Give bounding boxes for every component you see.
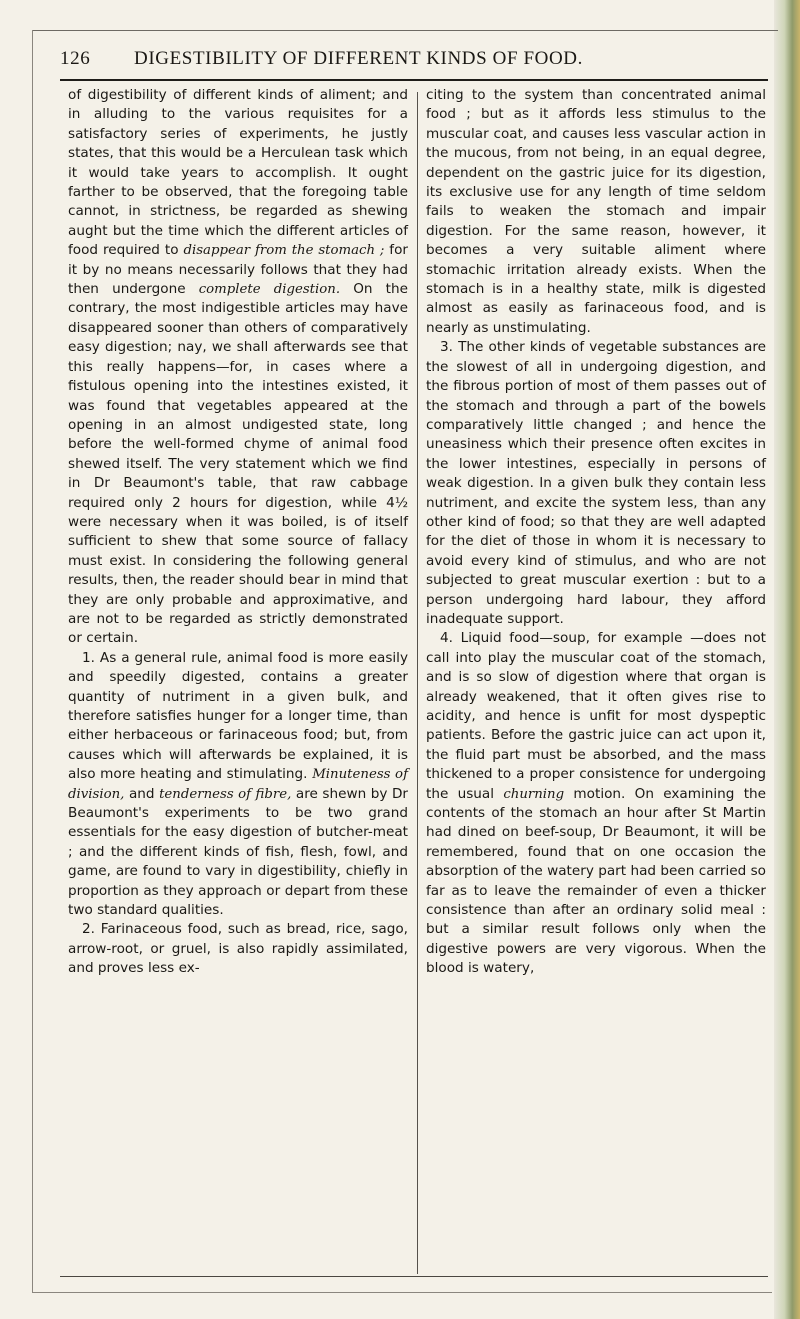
paragraph: 2. Farinaceous food, such as bread, rice, sago, arrow-root, or gruel, is also rapidly assimilated, and proves less ex- bbox=[68, 921, 408, 977]
right-column bbox=[426, 86, 766, 979]
running-header bbox=[40, 48, 760, 80]
paragraph: citing to the system than concentrated animal food ; but as it affords less stimulus to the muscular coat, and causes less vascular action in the mucous, from not being, in an equal degree, dependent on the gastric juice for its digestion, its exclusive use for any length of time seldom fails to weaken the stomach and impair digestion. For the same reason, however, it becomes a very suitable aliment where stomachic irritation already exists. When the stomach is in a healthy state, milk is digested almost as easily as farinaceous food, and is nearly as unstimulating. bbox=[426, 87, 766, 336]
footer-rule bbox=[60, 1276, 768, 1277]
page-border-bottom bbox=[32, 1292, 772, 1293]
paragraph: of digestibility of different kinds of aliment; and in alluding to the various requisites for a satisfactory series of experiments, he justly states, that this would be a Herculean task which it would take years to accomplish. It ought farther to be observed, that the foregoing table cannot, in strictness, be regarded as shewing aught but the time which the different articles of food required to disappear from the stomach ; for it by no means necessarily follows that they had then undergone complete digestion. On the contrary, the most indigestible articles may have disappeared sooner than others of comparatively easy digestion; nay, we shall afterwards see that this really happens—for, in cases where a fistulous opening into the intestines existed, it was found that vegetables appeared at the opening in an almost undigested state, long before the well-formed chyme of animal food shewed itself. The very statement which we find in Dr Beaumont's table, that raw cabbage required only 2 hours for digestion, while 4½ were necessary when it was boiled, is of itself sufficient to shew that some source of fallacy must exist. In considering the following general results, then, the reader should bear in mind that they are only probable and approximative, and are not to be regarded as strictly demonstrated or certain. bbox=[68, 87, 408, 647]
page-border-left bbox=[32, 30, 33, 1292]
page-border-top bbox=[32, 30, 778, 31]
paragraph: 4. Liquid food—soup, for example —does not call into play the muscular coat of the stomach, and is so slow of digestion where that organ is already weakened, that it often gives rise to acidity, and hence is unfit for most dyspeptic patients. Before the gastric juice can act upon it, the fluid part must be absorbed, and the mass thickened to a proper consistence for undergoing the usual churning motion. On examining the contents of the stomach an hour after St Martin had dined on beef-soup, Dr Beaumont, it will be remembered, found that on one occasion the absorption of the watery part had been carried so far as to leave the remainder of even a thicker consistence than after an ordinary solid meal : but a similar result follows only when the digestive powers are very vigorous. When the blood is watery, bbox=[426, 630, 766, 977]
header-rule bbox=[60, 79, 768, 81]
left-column bbox=[68, 86, 408, 979]
running-title: DIGESTIBILITY OF DIFFERENT KINDS OF FOOD. bbox=[134, 48, 583, 69]
column-divider bbox=[417, 92, 418, 1274]
adjacent-page-edge bbox=[774, 0, 800, 1319]
paragraph: 3. The other kinds of vegetable substances are the slowest of all in undergoing digestion, and the fibrous portion of most of them passes out of the stomach and through a part of the bowels comparatively little changed ; and hence the uneasiness which their presence often excites in the lower intestines, especially in persons of weak digestion. In a given bulk they contain less nutriment, and excite the system less, than any other kind of food; so that they are well adapted for the diet of those in whom it is necessary to avoid every kind of stimulus, and who are not subjected to great muscular exertion : but to a person undergoing hard labour, they afford inadequate support. bbox=[426, 339, 766, 627]
paragraph: 1. As a general rule, animal food is more easily and speedily digested, contains a greater quantity of nutriment in a given bulk, and therefore satisfies hunger for a longer time, than either herbaceous or farinaceous food; but, from causes which will afterwards be explained, it is also more heating and stimulating. Minuteness of division, and tenderness of fibre, are shewn by Dr Beaumont's experiments to be two grand essentials for the easy digestion of butcher-meat ; and the different kinds of fish, flesh, fowl, and game, are found to vary in digestibility, chiefly in proportion as they approach or depart from these two standard qualities. bbox=[68, 649, 409, 919]
page-number: 126 bbox=[60, 48, 91, 69]
